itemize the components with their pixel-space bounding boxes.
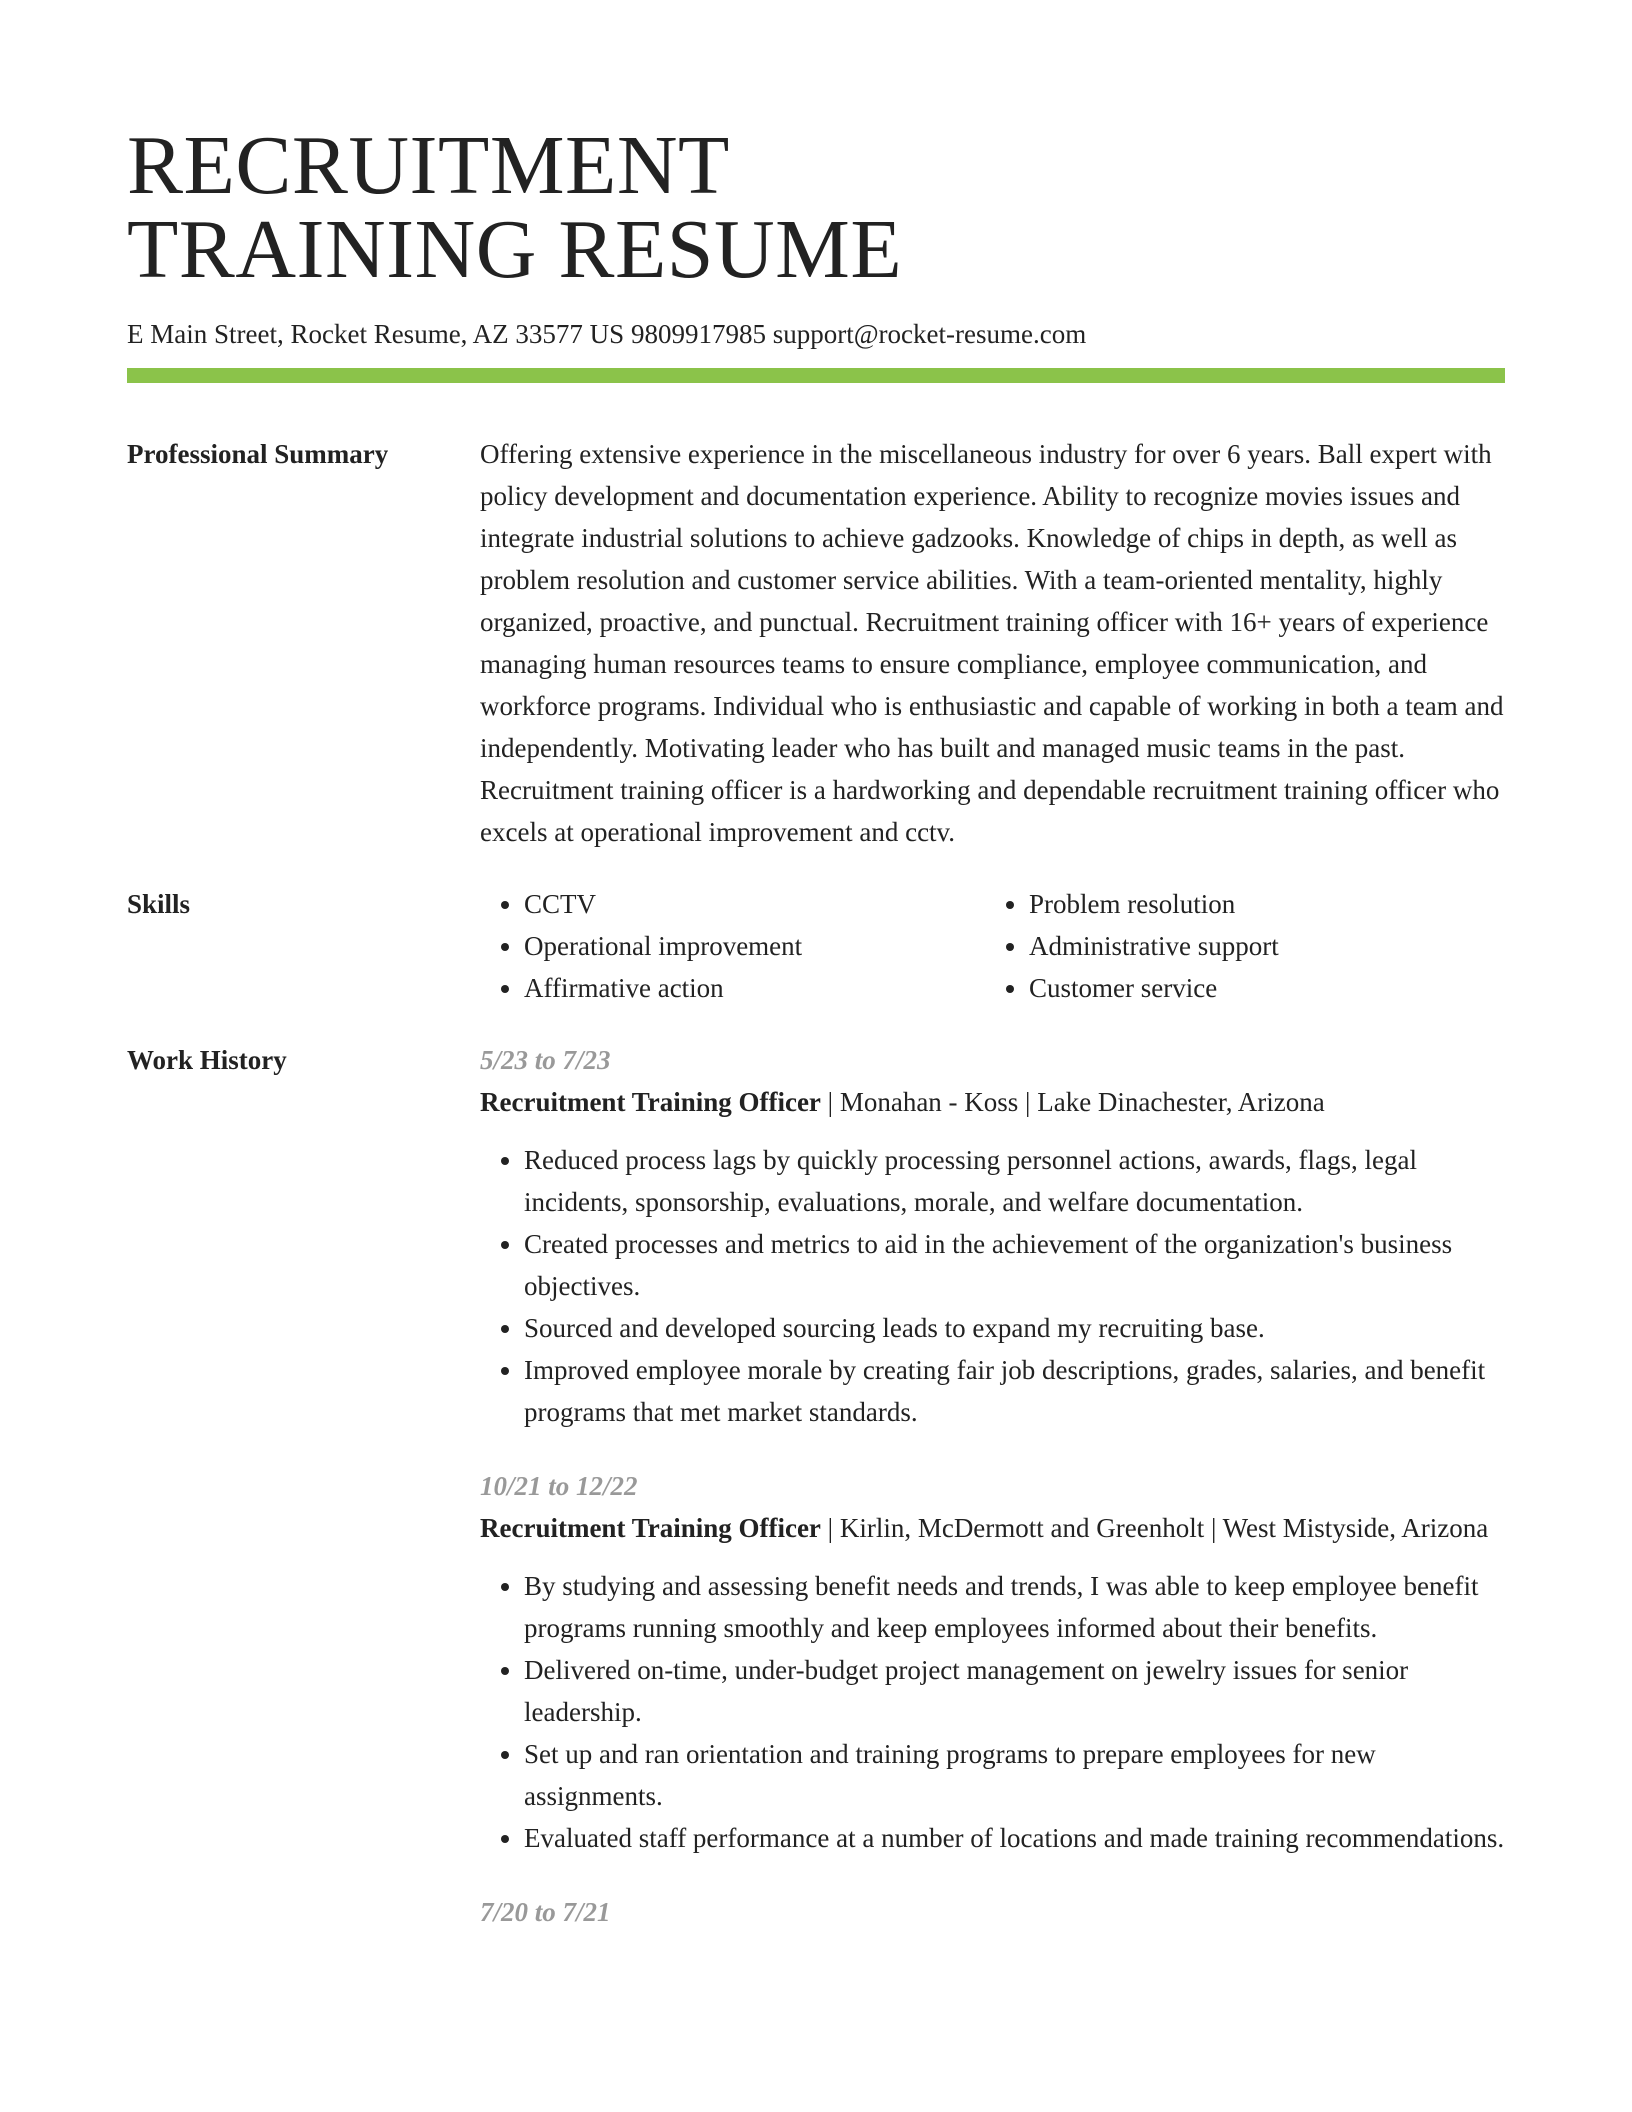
section-label-skills: Skills [127,889,191,919]
skill-item: • Administrative support [1029,925,1490,967]
job-details: | Monahan - Koss | Lake Dinachester, Arizona [820,1087,1325,1117]
skill-item: • Customer service [1029,967,1490,1009]
resume-title [127,0,1505,296]
job-entry [480,1465,1505,1859]
job-bullets [480,1565,1505,1859]
job-title: Recruitment Training Officer [480,1087,821,1117]
resume-page [127,0,1505,1965]
skill-item: • Affirmative action [524,967,985,1009]
work-history-section [127,1039,1505,1965]
title-line-2: TRAINING RESUME [127,203,903,296]
skill-item: • CCTV [524,883,985,925]
job-dates: 10/21 to 12/22 [480,1471,638,1501]
job-bullet: • Created processes and metrics to aid in the achievement of the organization's business objectives. [524,1223,1505,1307]
skills-section [127,883,1505,1009]
summary-text: Offering extensive experience in the miscellaneous industry for over 6 years. Ball expert with policy development and documentation experience. Ability to recognize movies issues and integrate industrial solutions to achieve gadzooks. Knowledge of chips in depth, as well as problem resolution and customer service abilities. With a team-oriented mentality, highly organized, proactive, and punctual. Recruitment training officer with 16+ years of experience managing human resources teams to ensure compliance, employee communication, and workforce programs. Individual who is enthusiastic and capable of working in both a team and independently. Motivating leader who has built and managed music teams in the past. Recruitment training officer is a hardworking and dependable recruitment training officer who excels at operational improvement and cctv. [480,439,1504,847]
skills-grid [480,883,1505,1009]
job-bullet: • Delivered on-time, under-budget project management on jewelry issues for senior leadership. [524,1649,1505,1733]
section-label-summary: Professional Summary [127,439,389,469]
job-dates: 7/20 to 7/21 [480,1897,611,1927]
work-history-body [480,1039,1505,1965]
section-label-work: Work History [127,1045,287,1075]
job-bullet: • Sourced and developed sourcing leads to expand my recruiting base. [524,1307,1505,1349]
job-bullets [480,1139,1505,1433]
title-line-1: RECRUITMENT [127,119,730,212]
skill-item: • Problem resolution [1029,883,1490,925]
professional-summary-section [127,433,1505,853]
skills-column-right [985,883,1490,1009]
skills-column-left [480,883,985,1009]
job-details: | Kirlin, McDermott and Greenholt | West Mistyside, Arizona [820,1513,1489,1543]
job-bullet: • Improved employee morale by creating fair job descriptions, grades, salaries, and benefit programs that met market standards. [524,1349,1505,1433]
header-divider [127,368,1505,383]
skill-item: • Operational improvement [524,925,985,967]
job-entry [480,1891,1505,1933]
job-bullet: • Set up and ran orientation and training programs to prepare employees for new assignments. [524,1733,1505,1817]
job-dates: 5/23 to 7/23 [480,1045,611,1075]
contact-info: E Main Street, Rocket Resume, AZ 33577 US 9809917985 support@rocket-resume.com [127,319,1087,349]
job-heading [480,1081,1505,1123]
job-heading [480,1507,1505,1549]
job-bullet: • Evaluated staff performance at a number of locations and made training recommendations. [524,1817,1505,1859]
job-bullet: • By studying and assessing benefit needs and trends, I was able to keep employee benefit programs running smoothly and keep employees informed about their benefits. [524,1565,1505,1649]
job-title: Recruitment Training Officer [480,1513,821,1543]
job-bullet: • Reduced process lags by quickly processing personnel actions, awards, flags, legal incidents, sponsorship, evaluations, morale, and welfare documentation. [524,1139,1505,1223]
job-entry [480,1039,1505,1433]
